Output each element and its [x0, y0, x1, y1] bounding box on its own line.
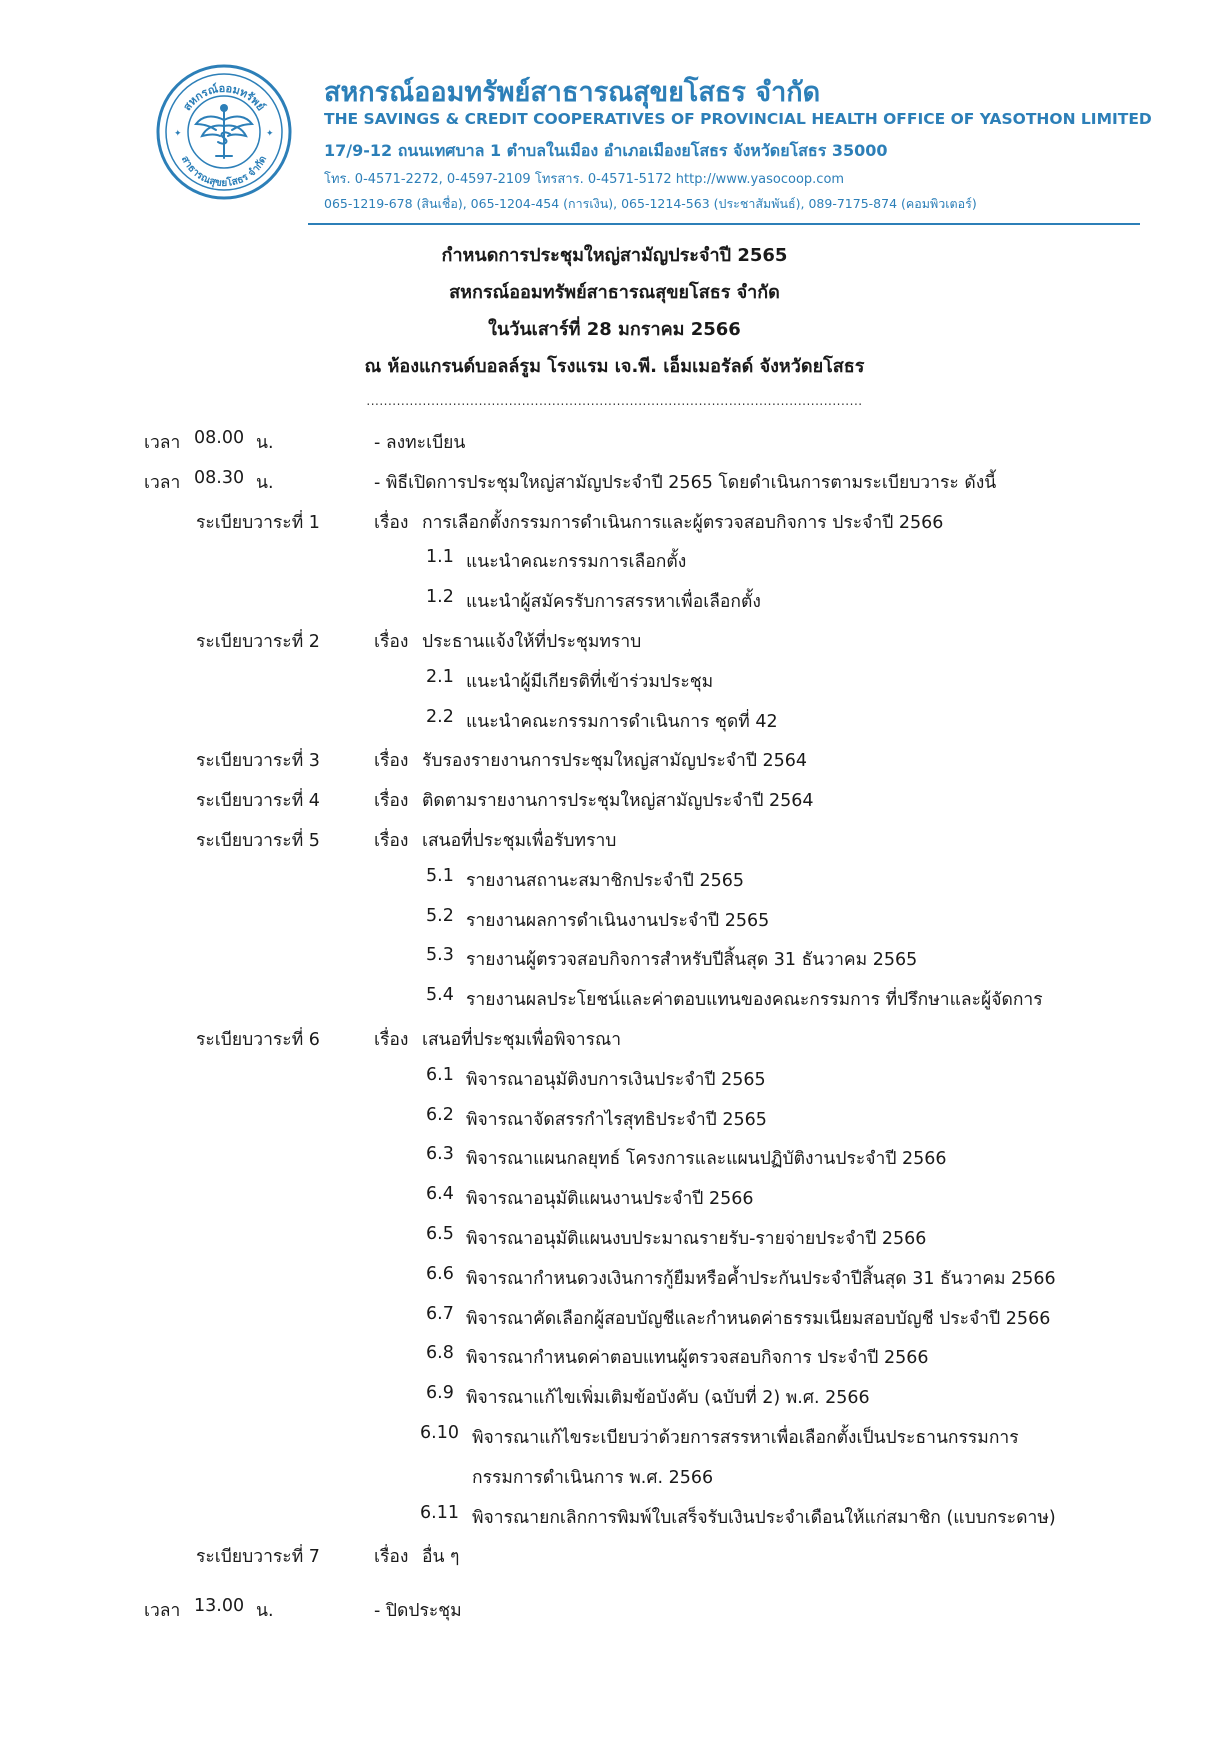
agenda-topic-keyword: เรื่อง — [374, 791, 409, 812]
agenda-item-number: 6.6 — [426, 1263, 454, 1284]
agenda-item-number: 6.1 — [426, 1064, 454, 1085]
svg-text:✦: ✦ — [174, 129, 182, 139]
agenda-topic-keyword: เรื่อง — [374, 831, 409, 851]
seal-text-bottom: สาธารณสุขยโสธร จำกัด — [178, 154, 270, 190]
agenda-item-number: 5.1 — [426, 865, 454, 886]
agenda-number: ระเบียบวาระที่ 1 — [196, 512, 320, 533]
org-address: 17/9-12 ถนนเทศบาล 1 ตำบลในเมือง อำเภอเมืองยโสธร จังหวัดยโสธร 35000 — [324, 141, 888, 160]
org-mobile-line: 065-1219-678 (สินเชื่อ), 065-1204-454 (การเงิน), 065-1214-563 (ประชาสัมพันธ์), 089-7175-874 (คอมพิวเตอร์) — [324, 196, 977, 211]
time-value: 08.30 — [194, 467, 245, 488]
agenda-item-text: พิจารณาอนุมัติแผนงานประจำปี 2566 — [466, 1189, 754, 1210]
agenda-item-text: พิจารณาอนุมัติงบการเงินประจำปี 2565 — [466, 1069, 766, 1090]
seal-text-top: สหกรณ์ออมทรัพย์ — [180, 81, 268, 114]
agenda-item-text: แนะนำผู้มีเกียรติที่เข้าร่วมประชุม — [466, 671, 714, 692]
title-date: ในวันเสาร์ที่ 28 มกราคม 2566 — [488, 319, 741, 340]
agenda-item-text: แนะนำคณะกรรมการเลือกตั้ง — [466, 552, 687, 573]
time-value: 08.00 — [194, 428, 245, 448]
agenda-topic: ติดตามรายงานการประชุมใหญ่สามัญประจำปี 2564 — [422, 791, 814, 812]
schedule-description: - ลงทะเบียน — [374, 433, 466, 453]
agenda-number: ระเบียบวาระที่ 3 — [196, 751, 320, 772]
time-label: เวลา — [144, 472, 181, 493]
agenda-topic: อื่น ๆ — [422, 1547, 460, 1568]
title-separator: ................................................................................................................... — [366, 394, 863, 408]
agenda-topic-keyword: เรื่อง — [374, 512, 409, 533]
svg-text:✦: ✦ — [266, 129, 274, 139]
agenda-topic-keyword: เรื่อง — [374, 1547, 409, 1568]
agenda-number: ระเบียบวาระที่ 6 — [196, 1030, 320, 1050]
agenda-item-number: 6.2 — [426, 1104, 454, 1125]
agenda-item-text: พิจารณาแก้ไขเพิ่มเติมข้อบังคับ (ฉบับที่ 2) พ.ศ. 2566 — [466, 1388, 870, 1409]
agenda-number: ระเบียบวาระที่ 5 — [196, 831, 320, 851]
agenda-item-number: 5.3 — [426, 945, 454, 966]
time-value: 13.00 — [194, 1596, 245, 1617]
agenda-item-number: 2.1 — [426, 666, 454, 687]
agenda-item-number: 5.2 — [426, 905, 454, 926]
agenda-item-number: 6.4 — [426, 1184, 454, 1205]
agenda-item-text: รายงานผลประโยชน์และค่าตอบแทนของคณะกรรมการ ที่ปรึกษาและผู้จัดการ — [466, 990, 1043, 1011]
letterhead-divider — [308, 223, 1140, 225]
agenda-topic: ประธานแจ้งให้ที่ประชุมทราบ — [422, 632, 642, 652]
time-label: เวลา — [144, 433, 181, 453]
agenda-item-number: 6.3 — [426, 1144, 454, 1165]
agenda-item-text: รายงานผลการดำเนินงานประจำปี 2565 — [466, 910, 770, 931]
agenda-item-text: พิจารณาแก้ไขระเบียบว่าด้วยการสรรหาเพื่อเลือกตั้งเป็นประธานกรรมการ — [472, 1428, 1019, 1448]
agenda-item-number: 6.10 — [420, 1423, 459, 1443]
agenda-item-number: 2.2 — [426, 706, 454, 727]
time-label: เวลา — [144, 1601, 181, 1622]
agenda-item-number: 6.5 — [426, 1224, 454, 1244]
agenda-item-text: พิจารณาแผนกลยุทธ์ โครงการและแผนปฏิบัติงานประจำปี 2566 — [466, 1149, 947, 1170]
agenda-item-text: พิจารณากำหนดวงเงินการกู้ยืมหรือค้ำประกันประจำปีสิ้นสุด 31 ธันวาคม 2566 — [466, 1268, 1056, 1289]
time-unit: น. — [256, 1601, 274, 1622]
agenda-item-number: 6.8 — [426, 1343, 454, 1364]
cooperative-seal-logo — [154, 62, 294, 202]
org-name-thai: สหกรณ์ออมทรัพย์สาธารณสุขยโสธร จำกัด — [324, 77, 821, 108]
agenda-number: ระเบียบวาระที่ 7 — [196, 1547, 320, 1568]
agenda-item-number: 6.9 — [426, 1383, 454, 1404]
agenda-item-text: แนะนำคณะกรรมการดำเนินการ ชุดที่ 42 — [466, 711, 778, 732]
agenda-item-number: 5.4 — [426, 985, 454, 1006]
agenda-topic: รับรองรายงานการประชุมใหญ่สามัญประจำปี 2564 — [422, 751, 808, 772]
org-phone-line: โทร. 0-4571-2272, 0-4597-2109 โทรสาร. 0-4571-5172 http://www.yasocoop.com — [324, 172, 845, 187]
org-name-english: THE SAVINGS & CREDIT COOPERATIVES OF PROVINCIAL HEALTH OFFICE OF YASOTHON LIMITED — [324, 110, 1152, 128]
title-organization: สหกรณ์ออมทรัพย์สาธารณสุขยโสธร จำกัด — [449, 282, 780, 303]
agenda-number: ระเบียบวาระที่ 4 — [196, 791, 320, 812]
time-unit: น. — [256, 433, 274, 453]
agenda-topic: การเลือกตั้งกรรมการดำเนินการและผู้ตรวจสอบกิจการ ประจำปี 2566 — [422, 512, 944, 533]
svg-text:สาธารณสุขยโสธร จำกัด — [179, 154, 269, 189]
title-venue: ณ ห้องแกรนด์บอลล์รูม โรงแรม เจ.พี. เอ็มเมอรัลด์ จังหวัดยโสธร — [364, 356, 865, 377]
title-meeting: กำหนดการประชุมใหญ่สามัญประจำปี 2565 — [441, 245, 788, 266]
agenda-topic-keyword: เรื่อง — [374, 632, 409, 652]
agenda-item-text-continued: กรรมการดำเนินการ พ.ศ. 2566 — [472, 1467, 714, 1488]
agenda-topic-keyword: เรื่อง — [374, 1030, 409, 1050]
agenda-item-text: แนะนำผู้สมัครรับการสรรหาเพื่อเลือกตั้ง — [466, 592, 761, 613]
agenda-number: ระเบียบวาระที่ 2 — [196, 632, 320, 652]
agenda-item-number: 6.7 — [426, 1303, 454, 1324]
agenda-item-text: พิจารณาคัดเลือกผู้สอบบัญชีและกำหนดค่าธรรมเนียมสอบบัญชี ประจำปี 2566 — [466, 1308, 1051, 1329]
agenda-item-number: 6.11 — [420, 1502, 459, 1523]
agenda-topic: เสนอที่ประชุมเพื่อพิจารณา — [422, 1030, 622, 1050]
agenda-item-text: พิจารณายกเลิกการพิมพ์ใบเสร็จรับเงินประจำเดือนให้แก่สมาชิก (แบบกระดาษ) — [472, 1507, 1056, 1528]
agenda-item-number: 1.1 — [426, 547, 454, 568]
schedule-description: - พิธีเปิดการประชุมใหญ่สามัญประจำปี 2565 โดยดำเนินการตามระเบียบวาระ ดังนี้ — [374, 472, 997, 493]
agenda-topic: เสนอที่ประชุมเพื่อรับทราบ — [422, 831, 617, 851]
agenda-item-text: พิจารณากำหนดค่าตอบแทนผู้ตรวจสอบกิจการ ประจำปี 2566 — [466, 1348, 929, 1369]
agenda-item-text: พิจารณาจัดสรรกำไรสุทธิประจำปี 2565 — [466, 1109, 767, 1130]
agenda-item-number: 1.2 — [426, 587, 454, 608]
agenda-item-text: พิจารณาอนุมัติแผนงบประมาณรายรับ-รายจ่ายประจำปี 2566 — [466, 1229, 927, 1249]
agenda-topic-keyword: เรื่อง — [374, 751, 409, 772]
schedule-description: - ปิดประชุม — [374, 1601, 462, 1622]
time-unit: น. — [256, 472, 274, 493]
agenda-item-text: รายงานสถานะสมาชิกประจำปี 2565 — [466, 870, 744, 891]
agenda-item-text: รายงานผู้ตรวจสอบกิจการสำหรับปีสิ้นสุด 31 ธันวาคม 2565 — [466, 950, 918, 971]
